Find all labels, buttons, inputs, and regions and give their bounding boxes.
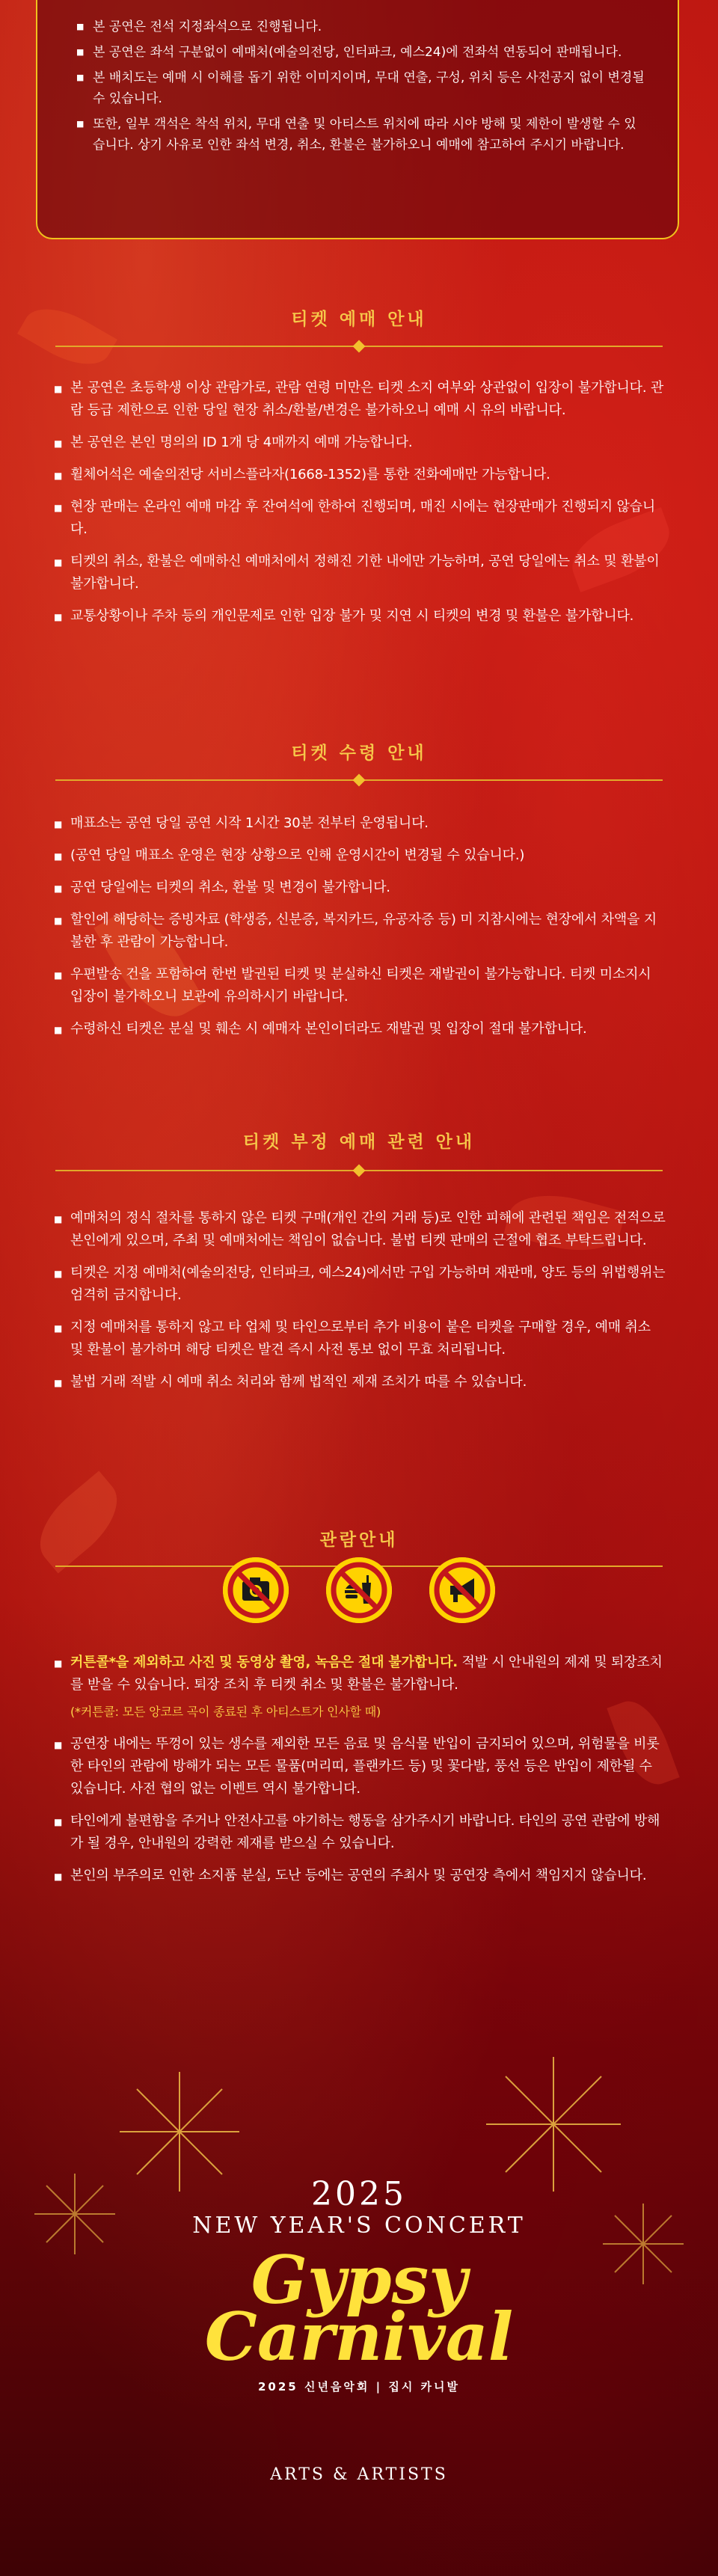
diamond-icon bbox=[353, 774, 366, 787]
section-title: 티켓 수령 안내 bbox=[291, 743, 427, 763]
diamond-icon bbox=[353, 1165, 366, 1177]
list-item: ■ 티켓의 취소, 환불은 예매하신 예매처에서 정해진 기한 내에만 가능하며, 공연 당일에는 취소 및 환불이 불가합니다. bbox=[54, 551, 667, 595]
list-item: ■ 공연장 내에는 뚜껑이 있는 생수를 제외한 모든 음료 및 음식물 반입이 금지되어 있으며, 위험물을 비롯한 타인의 관람에 방해가 되는 모든 물품(머리띠, 플랜카드 등) 및 꽃다발, 풍선 등은 반입이 제한될 수 있습니다. 사전 협의 없는 이벤트 역시 불가합니다. bbox=[54, 1733, 667, 1800]
section-title: 티켓 부정 예매 관련 안내 bbox=[242, 1132, 476, 1152]
ticket-booking-list bbox=[54, 377, 667, 637]
list-item: ■ 본 배치도는 예매 시 이해를 돕기 위한 이미지이며, 무대 연출, 구성, 위치 등은 사전공지 없이 변경될 수 있습니다. bbox=[76, 67, 645, 109]
list-item-text: 적발 시 안내원의 제재 및 퇴장조치를 받을 수 있습니다. 퇴장 조치 후 티켓 취소 및 환불은 불가합니다. bbox=[70, 1655, 663, 1693]
no-food-icon bbox=[326, 1557, 392, 1623]
list-item: ■ 현장 판매는 온라인 예매 마감 후 잔여석에 한하여 진행되며, 매진 시에는 현장판매가 진행되지 않습니다. bbox=[54, 496, 667, 541]
list-item: ■ 본인의 부주의로 인한 소지품 분실, 도난 등에는 공연의 주최사 및 공연장 측에서 책임지지 않습니다. bbox=[54, 1865, 667, 1887]
list-item bbox=[54, 1652, 667, 1723]
list-item: ■ 우편발송 건을 포함하여 한번 발권된 티켓 및 분실하신 티켓은 재발권이 불가능합니다. 티켓 미소지시 입장이 불가하오니 보관에 유의하시기 바랍니다. bbox=[54, 963, 667, 1008]
list-item: ■ 본 공연은 전석 지정좌석으로 진행됩니다. bbox=[76, 16, 645, 37]
no-camera-icon bbox=[223, 1557, 289, 1623]
viewing-notice-list bbox=[54, 1652, 667, 1897]
list-item: ■ 본 공연은 본인 명의의 ID 1개 당 4매까지 예매 가능합니다. bbox=[54, 432, 667, 454]
highlight-text: 커튼콜*을 제외하고 사진 및 동영상 촬영, 녹음은 절대 불가합니다. bbox=[70, 1655, 458, 1670]
list-item: ■ (공연 당일 매표소 운영은 현장 상황으로 인해 운영시간이 변경될 수 있습니다.) bbox=[54, 844, 667, 867]
list-item: ■ 지정 예매처를 통하지 않고 타 업체 및 타인으로부터 추가 비용이 붙은 티켓을 구매할 경우, 예매 취소 및 환불이 불가하며 해당 티켓은 발견 즉시 사전 통보 없이 무효 처리됩니다. bbox=[54, 1316, 667, 1361]
diamond-icon bbox=[353, 340, 366, 353]
concert-year: 2025 bbox=[311, 2175, 407, 2213]
list-item: ■ 공연 당일에는 티켓의 취소, 환불 및 변경이 불가합니다. bbox=[54, 877, 667, 899]
list-item: ■ 티켓은 지정 예매처(예술의전당, 인터파크, 예스24)에서만 구입 가능하며 재판매, 양도 등의 위법행위는 엄격히 금지합니다. bbox=[54, 1262, 667, 1307]
no-megaphone-icon bbox=[429, 1557, 495, 1623]
list-item: ■ 수령하신 티켓은 분실 및 훼손 시 예매자 본인이더라도 재발권 및 입장이 절대 불가합니다. bbox=[54, 1018, 667, 1040]
list-item: ■ 매표소는 공연 당일 공연 시작 1시간 30분 전부터 운영됩니다. bbox=[54, 812, 667, 835]
list-item: ■ 불법 거래 적발 시 예매 취소 처리와 함께 법적인 제재 조치가 따를 수 있습니다. bbox=[54, 1371, 667, 1393]
concert-title-line2: Carnival bbox=[204, 2298, 514, 2376]
list-item: ■ 또한, 일부 객석은 착석 위치, 무대 연출 및 아티스트 위치에 따라 시야 방해 및 제한이 발생할 수 있습니다. 상기 사유로 인한 좌석 변경, 취소, 환불은 불가하오니 예매에 참고하여 주시기 바랍니다. bbox=[76, 114, 645, 156]
section-title: 관람안내 bbox=[319, 1530, 399, 1550]
leaf-decoration bbox=[25, 1471, 133, 1573]
concert-title-line1: Gypsy bbox=[251, 2241, 467, 2319]
list-item: ■ 타인에게 불편함을 주거나 안전사고를 야기하는 행동을 삼가주시기 바랍니다. 타인의 공연 관람에 방해가 될 경우, 안내원의 강력한 제재를 받으실 수 있습니다. bbox=[54, 1810, 667, 1855]
list-item: ■ 본 공연은 초등학생 이상 관람가로, 관람 연령 미만은 티켓 소지 여부와 상관없이 입장이 불가합니다. 관람 등급 제한으로 인한 당일 현장 취소/환불/변경은 불가하오니 예매 시 유의 바랍니다. bbox=[54, 377, 667, 422]
list-item: ■ 휠체어석은 예술의전당 서비스플라자(1668-1352)를 통한 전화예매만 가능합니다. bbox=[54, 464, 667, 486]
list-item: ■ 할인에 해당하는 증빙자료 (학생증, 신분증, 복지카드, 유공자증 등) 미 지참시에는 현장에서 차액을 지불한 후 관람이 가능합니다. bbox=[54, 909, 667, 954]
section-title: 티켓 예매 안내 bbox=[291, 310, 427, 329]
fraud-notice-list bbox=[54, 1207, 667, 1403]
concert-subtitle: NEW YEAR'S CONCERT bbox=[192, 2212, 526, 2239]
list-item: ■ 예매처의 정식 절차를 통하지 않은 티켓 구매(개인 간의 거래 등)로 인한 피해에 관련된 책임은 전적으로 본인에게 있으며, 주최 및 예매처에는 책임이 없습니다. 불법 티켓 판매의 근절에 협조 부탁드립니다. bbox=[54, 1207, 667, 1252]
ticket-pickup-list bbox=[54, 812, 667, 1050]
seating-notice-list bbox=[76, 16, 645, 160]
curtain-call-note: (*커튼콜: 모든 앙코르 곡이 종료된 후 아티스트가 인사할 때) bbox=[70, 1705, 381, 1719]
list-item: ■ 교통상황이나 주차 등의 개인문제로 인한 입장 불가 및 지연 시 티켓의 변경 및 환불은 불가합니다. bbox=[54, 605, 667, 628]
brand-logo: ARTS & ARTISTS bbox=[270, 2465, 448, 2484]
concert-korean-title: 2025 신년음악회 | 집시 카니발 bbox=[257, 2380, 461, 2393]
list-item: ■ 본 공연은 좌석 구분없이 예매처(예술의전당, 인터파크, 예스24)에 전좌석 연동되어 판매됩니다. bbox=[76, 42, 645, 63]
